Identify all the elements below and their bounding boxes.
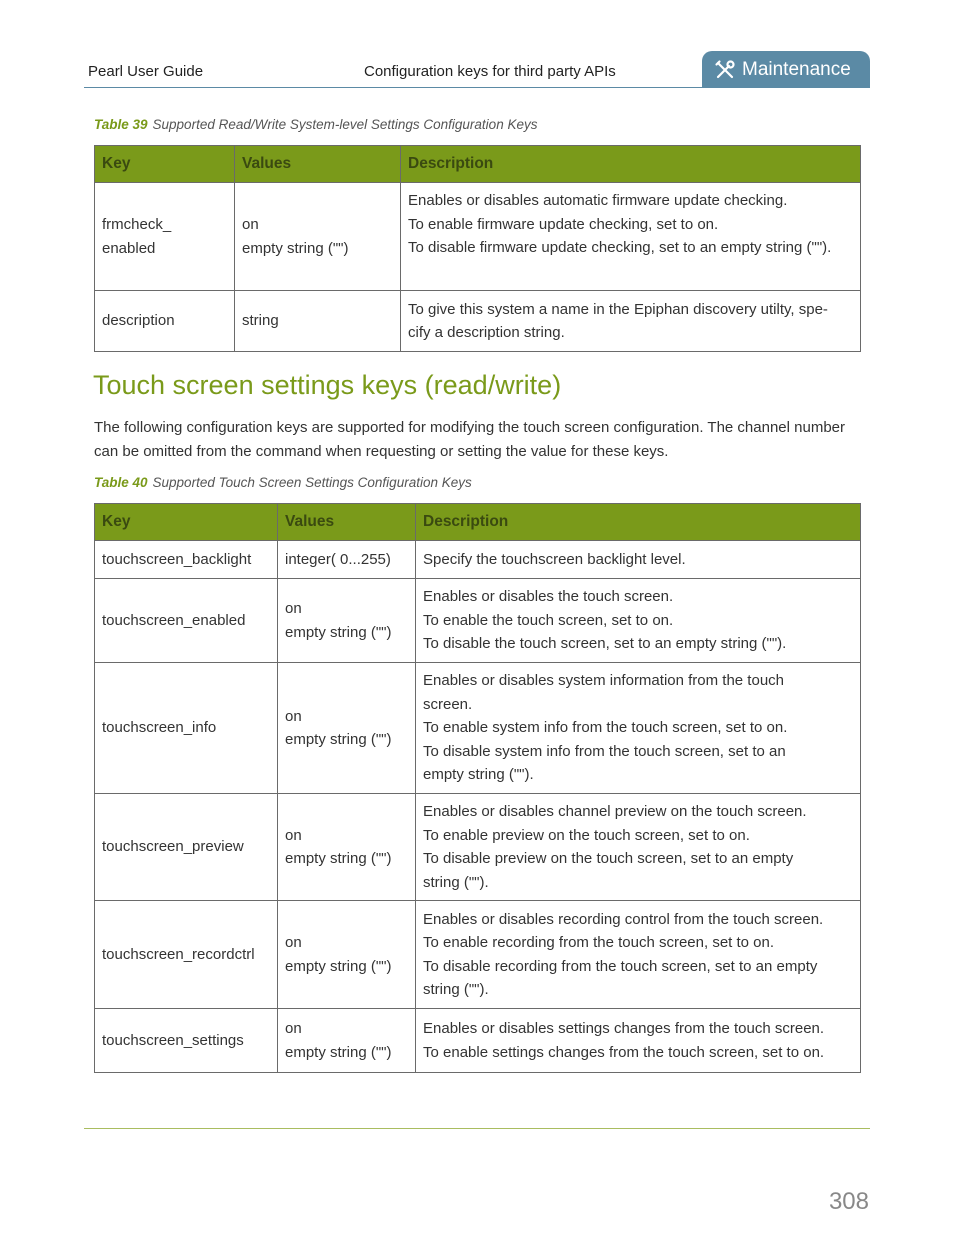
key-cell: touchscreen_info (95, 663, 278, 794)
description-cell: Enables or disables channel preview on the touch screen. To enable preview on the touch screen, set to on. To disable preview on the touch screen, set to an empty string (""). (416, 794, 861, 901)
values-cell: on empty string ("") (278, 901, 416, 1009)
key-cell: touchscreen_backlight (95, 541, 278, 579)
description-cell: Specify the touchscreen backlight level. (416, 541, 861, 579)
maintenance-tab-label: Maintenance (742, 58, 851, 80)
section-intro: The following configuration keys are supported for modifying the touch screen configuration. The channel number can be omitted from the command when requesting or setting the value for these keys. (94, 419, 845, 460)
section-title: Configuration keys for third party APIs (364, 63, 616, 80)
description-cell: Enables or disables the touch screen. To enable the touch screen, set to on. To disable the touch screen, set to an empty string (""). (416, 579, 861, 663)
guide-title: Pearl User Guide (88, 63, 204, 80)
values-cell: on empty string ("") (278, 579, 416, 663)
table-header-row (95, 146, 861, 183)
table-row (95, 579, 861, 663)
page-header (84, 50, 870, 88)
column-header-description: Description (416, 504, 861, 541)
table-row (95, 794, 861, 901)
key-cell: frmcheck_ enabled (95, 183, 235, 291)
footer-rule (84, 1128, 870, 1129)
page-number: 308 (828, 1188, 869, 1215)
tools-icon (714, 59, 736, 81)
values-cell: integer( 0...255) (278, 541, 416, 579)
key-cell: touchscreen_settings (95, 1009, 278, 1073)
table40-caption-text: Supported Touch Screen Settings Configuration Keys (152, 475, 472, 490)
column-header-key: Key (95, 146, 235, 183)
table40-caption (94, 475, 472, 490)
section-heading: Touch screen settings keys (read/write) (93, 370, 562, 400)
column-header-description: Description (401, 146, 861, 183)
table39 (94, 145, 861, 352)
description-cell: Enables or disables automatic firmware update checking. To enable firmware update checking, set to on. To disable firmware update checking, set to an empty string (""). (401, 183, 861, 291)
values-cell: on empty string ("") (278, 663, 416, 794)
table-header-row (95, 504, 861, 541)
maintenance-tab[interactable] (702, 51, 870, 88)
table-row (95, 1009, 861, 1073)
table-row (95, 541, 861, 579)
column-header-key: Key (95, 504, 278, 541)
key-cell: touchscreen_preview (95, 794, 278, 901)
table39-caption-number: Table 39 (94, 117, 148, 132)
table-row (95, 183, 861, 291)
key-cell: description (95, 291, 235, 352)
column-header-values: Values (278, 504, 416, 541)
description-cell: To give this system a name in the Epiphan discovery utilty, spe- cify a description string. (401, 291, 861, 352)
values-cell: on empty string ("") (278, 794, 416, 901)
values-cell: string (235, 291, 401, 352)
table39-caption (94, 117, 537, 132)
key-cell: touchscreen_enabled (95, 579, 278, 663)
table-row (95, 663, 861, 794)
description-cell: Enables or disables recording control from the touch screen. To enable recording from the touch screen, set to on. To disable recording from the touch screen, set to an empty string (""). (416, 901, 861, 1009)
column-header-values: Values (235, 146, 401, 183)
description-cell: Enables or disables settings changes from the touch screen. To enable settings changes from the touch screen, set to on. (416, 1009, 861, 1073)
table40-caption-number: Table 40 (94, 475, 148, 490)
key-cell: touchscreen_recordctrl (95, 901, 278, 1009)
description-cell: Enables or disables system information from the touch screen. To enable system info from the touch screen, set to on. To disable system info from the touch screen, set to an empty string (""). (416, 663, 861, 794)
table39-caption-text: Supported Read/Write System-level Settings Configuration Keys (152, 117, 538, 132)
table40 (94, 503, 861, 1073)
table-row (95, 291, 861, 352)
values-cell: on empty string ("") (235, 183, 401, 291)
values-cell: on empty string ("") (278, 1009, 416, 1073)
table-row (95, 901, 861, 1009)
